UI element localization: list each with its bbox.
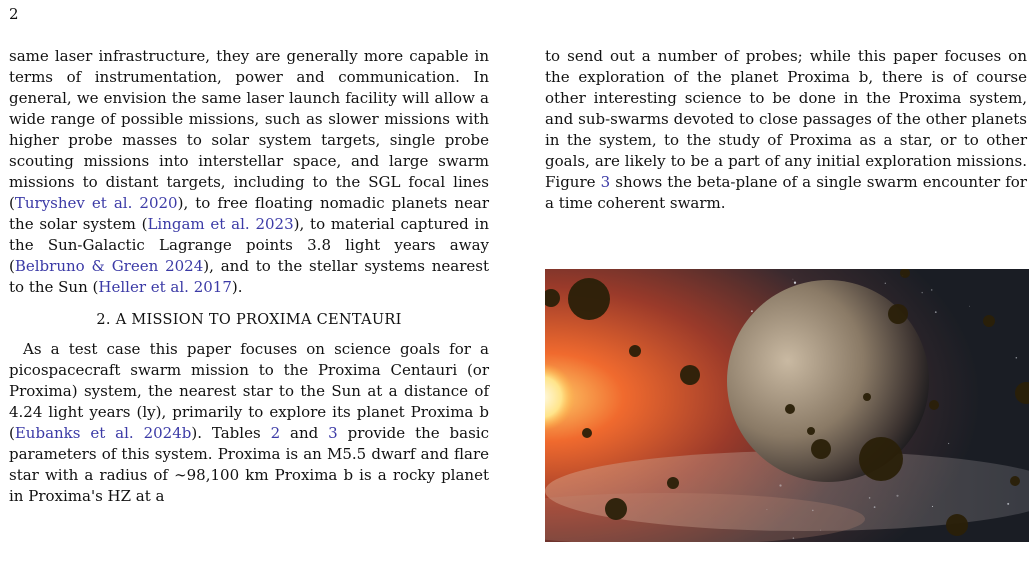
- background-star: [921, 292, 922, 293]
- background-star: [869, 497, 871, 499]
- illustration: [545, 269, 1029, 542]
- background-star: [969, 306, 970, 307]
- probe-dot: [888, 304, 908, 324]
- right-column: [545, 46, 1027, 214]
- background-star: [793, 537, 795, 539]
- left-column: [9, 46, 489, 507]
- probe-dot: [605, 498, 627, 520]
- background-star: [751, 310, 753, 312]
- probe-dot: [929, 400, 939, 410]
- background-star: [932, 506, 933, 507]
- paragraph-proxima: As a test case this paper focuses on science goals for a picospacecraft swarm mission to the Proxima Centauri (or Proxima) system, the nearest star to the Sun at a distance of 4.24 light years (ly), primarily to explore its planet Proxima b (Eubanks et al. 2024b). Tables 2 and 3 provide the basic parameters of this system. Proxima is an M5.5 dwarf and flare star with a radius of ∼98,100 km Proxima b is a rocky planet in Proxima's HZ at a: [9, 340, 489, 505]
- probe-dot: [568, 278, 610, 320]
- paragraph-missions: same laser infrastructure, they are generally more capable in terms of instrumentation, power and communication. In general, we envision the same laser launch facility will allow a wide range of possible missions, such as slower missions with higher probe masses to solar system targets, single probe scouting missions into interstellar space, and large swarm missions to distant targets, including to the SGL focal lines (Turyshev et al. 2020), to free floating nomadic planets near the solar system (Lingam et al. 2023), to material captured in the Sun-Galactic Lagrange points 3.8 light years away (Belbruno & Green 2024), and to the stellar systems nearest to the Sun (Heller et al. 2017).: [9, 47, 490, 296]
- background-star: [896, 495, 898, 497]
- background-star: [766, 509, 767, 510]
- background-star: [792, 279, 793, 280]
- probe-dot: [811, 439, 831, 459]
- background-star: [812, 510, 814, 512]
- background-star: [1007, 503, 1009, 505]
- page-number: 2: [9, 5, 19, 23]
- table-ref-link[interactable]: 2: [270, 424, 281, 442]
- citation-link[interactable]: Belbruno & Green 2024: [14, 257, 204, 275]
- background-star: [931, 289, 933, 291]
- section-heading: 2. A MISSION TO PROXIMA CENTAURI: [96, 312, 402, 328]
- citation-link[interactable]: Turyshev et al. 2020: [14, 194, 178, 212]
- figure-ref-link[interactable]: 3: [600, 173, 611, 191]
- probe-dot: [582, 428, 592, 438]
- background-star: [794, 282, 796, 284]
- citation-link[interactable]: Heller et al. 2017: [98, 278, 232, 296]
- citation-link[interactable]: Eubanks et al. 2024b: [14, 424, 192, 442]
- table-ref-link[interactable]: 3: [328, 424, 338, 442]
- paragraph-probes: to send out a number of probes; while this paper focuses on the exploration of the planet Proxima b, there is of course other interesting science to be done in the Proxima system, and sub-swarms devoted to close passages of the other planets in the system, to the study of Proxima as a star, or to other goals, are likely to be a part of any initial exploration missions. Figure 3 shows the beta-plane of a single swarm encounter for a time coherent swarm.: [545, 47, 1027, 212]
- background-star: [948, 443, 949, 444]
- probe-dot: [859, 437, 903, 481]
- probe-dot: [946, 514, 968, 536]
- probe-dot: [667, 477, 679, 489]
- background-star: [779, 484, 781, 486]
- probe-dot: [629, 345, 641, 357]
- probe-dot: [807, 427, 815, 435]
- background-star: [1016, 357, 1018, 359]
- background-star: [935, 311, 937, 313]
- citation-link[interactable]: Lingam et al. 2023: [147, 215, 294, 233]
- probe-dot: [785, 404, 795, 414]
- probe-dot: [863, 393, 871, 401]
- probe-dot: [1010, 476, 1020, 486]
- probe-dot: [680, 365, 700, 385]
- probe-dot: [983, 315, 995, 327]
- background-star: [820, 530, 821, 531]
- figure-swarm-illustration: [545, 269, 1029, 542]
- background-star: [874, 506, 876, 508]
- background-star: [885, 283, 886, 284]
